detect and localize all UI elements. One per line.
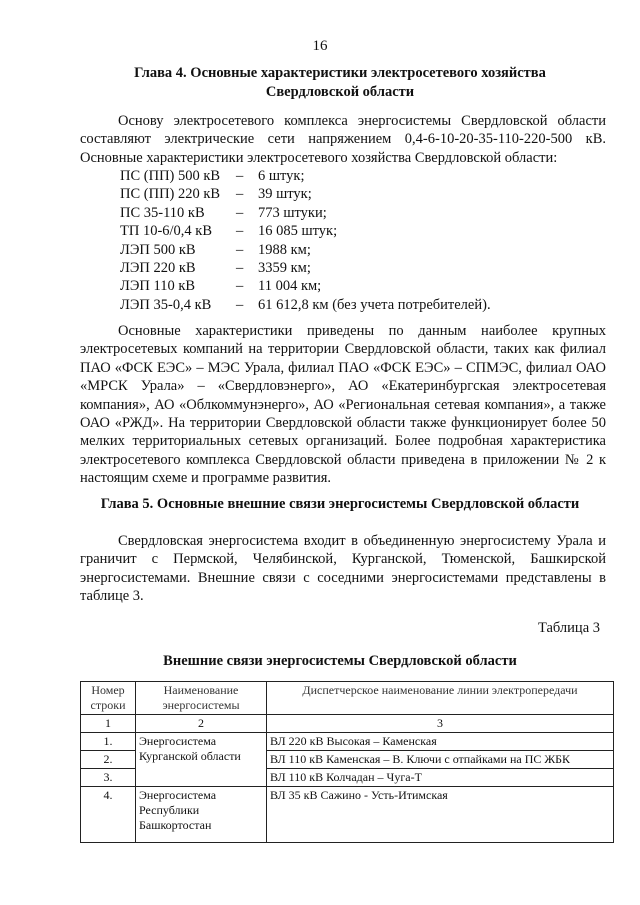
spec-row	[120, 222, 491, 240]
spec-value: 1988 км;	[258, 241, 311, 258]
spec-dash: –	[236, 186, 244, 203]
line-name: ВЛ 110 кВ Колчадан – Чуга-Т	[267, 769, 614, 787]
spec-value: 39 штук;	[258, 186, 312, 203]
chapter-4-title-line2: Свердловской области	[265, 84, 415, 100]
table-header-row	[81, 682, 614, 715]
table-row	[81, 787, 614, 843]
spec-dash: –	[236, 168, 244, 184]
spec-value: 773 штуки;	[258, 204, 327, 221]
line-name: ВЛ 110 кВ Каменская – В. Ключи с отпайками на ПС ЖБК	[267, 751, 614, 769]
spec-dash: –	[236, 259, 244, 276]
spec-dash: –	[236, 296, 244, 313]
header-line-name: Диспетчерское наименование линии электропередачи	[267, 682, 614, 715]
spec-name: ПС (ПП) 500 кВ	[120, 168, 221, 184]
table-column-numbers-row	[81, 715, 614, 733]
column-number: 2	[136, 715, 267, 733]
system-name: Энергосистема Республики Башкортостан	[136, 787, 267, 843]
spec-row	[120, 277, 491, 295]
spec-value: 11 004 км;	[258, 278, 322, 295]
chapter-4-paragraph-2: Основные характеристики приведены по данным наиболее крупных электросетевых компаний на территории Свердловской области, таких как филиал ПАО «ФСК ЕЭС» – МЭС Урала, филиал ПАО «ФСК ЕЭС» – СПМЭС, филиал ОАО «МРСК Урала» – «Свердловэнерго», АО «Екатеринбургская электросетевая компания», АО «Облкоммунэнерго», АО «Региональная сетевая компания», а также ОАО «РЖД». На территории Свердловской области также функционирует более 50 мелких территориальных сетевых организаций. Более подробная характеристика электросетевого комплекса Свердловской области приведена в приложении № 2 к настоящим схеме и программе развития.	[80, 323, 606, 487]
chapter-5-paragraph: Свердловская энергосистема входит в объединенную энергосистему Урала и граничит с Пермской, Челябинской, Курганской, Тюменской, Башкирской энергосистемами. Внешние связи с соседними энергосистемами представлены в таблице 3.	[80, 533, 606, 605]
column-number: 1	[81, 715, 136, 733]
spec-value: 16 085 штук;	[258, 223, 338, 240]
column-number: 3	[267, 715, 614, 733]
row-number: 4.	[81, 787, 136, 843]
spec-value: 3359 км;	[258, 259, 311, 276]
external-links-table	[80, 681, 614, 843]
line-name: ВЛ 35 кВ Сажино - Усть-Итимская	[267, 787, 614, 843]
chapter-4-title-line1: Глава 4. Основные характеристики электросетевого хозяйства	[134, 65, 546, 81]
spec-value: 6 штук;	[258, 168, 305, 184]
chapter-5-title: Глава 5. Основные внешние связи энергосистемы Свердловской области	[100, 496, 580, 512]
row-number: 1.	[81, 733, 136, 751]
spec-row	[120, 241, 491, 259]
spec-name: ТП 10-6/0,4 кВ	[120, 223, 213, 240]
table-row	[81, 733, 614, 751]
spec-row	[120, 167, 491, 185]
spec-row	[120, 259, 491, 277]
spec-name: ПС (ПП) 220 кВ	[120, 186, 221, 203]
spec-row	[120, 204, 491, 222]
spec-name: ЛЭП 500 кВ	[120, 241, 196, 258]
row-number: 2.	[81, 751, 136, 769]
spec-dash: –	[236, 223, 244, 240]
spec-row	[120, 296, 491, 314]
chapter-4-title	[80, 64, 600, 102]
spec-name: ЛЭП 110 кВ	[120, 278, 196, 295]
chapter-4-intro: Основу электросетевого комплекса энергосистемы Свердловской области составляют электрические сети напряжением 0,4-6-10-20-35-110-220-500 кВ. Основные характеристики электросетевого хозяйства Свердловской области:	[80, 113, 606, 166]
header-system-name: Наименование энергосистемы	[136, 682, 267, 715]
table-number-label: Таблица 3	[537, 620, 600, 636]
spec-dash: –	[236, 204, 244, 221]
spec-row	[120, 185, 491, 203]
line-name: ВЛ 220 кВ Высокая – Каменская	[267, 733, 614, 751]
spec-name: ЛЭП 35-0,4 кВ	[120, 296, 212, 313]
header-row-number: Номер строки	[81, 682, 136, 715]
system-name: Энергосистема Курганской области	[136, 733, 267, 787]
specs-list	[120, 167, 491, 314]
spec-name: ЛЭП 220 кВ	[120, 259, 196, 276]
table-title: Внешние связи энергосистемы Свердловской области	[163, 653, 517, 669]
spec-name: ПС 35-110 кВ	[120, 204, 205, 221]
page-number: 16	[312, 38, 328, 54]
spec-value: 61 612,8 км (без учета потребителей).	[258, 296, 491, 313]
row-number: 3.	[81, 769, 136, 787]
spec-dash: –	[236, 278, 244, 295]
spec-dash: –	[236, 241, 244, 258]
